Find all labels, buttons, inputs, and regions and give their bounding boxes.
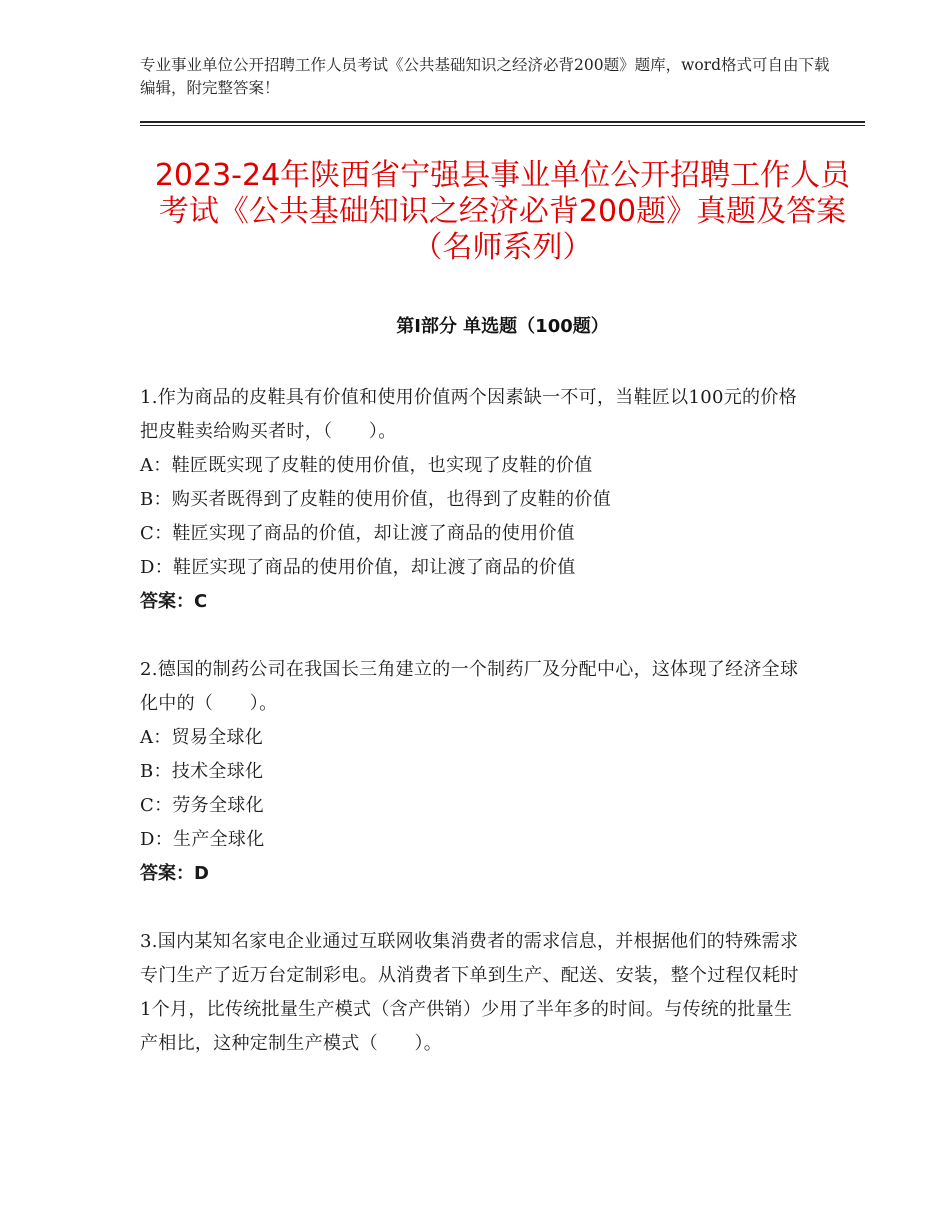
question-list — [140, 381, 800, 1095]
document-title: 2023-24年陕西省宁强县事业单位公开招聘工作人员考试《公共基础知识之经济必背200题》真题及答案（名师系列） — [154, 158, 851, 265]
option-a: A：贸易全球化 — [140, 727, 264, 748]
question-3 — [140, 925, 800, 1061]
question-2 — [140, 653, 800, 891]
section-heading: 第Ⅰ部分 单选题（100题） — [396, 316, 609, 337]
question-stem: 1.作为商品的皮鞋具有价值和使用价值两个因素缺一不可，当鞋匠以100元的价格把皮鞋卖给购买者时，（ ）。 — [140, 387, 797, 442]
option-b: B：购买者既得到了皮鞋的使用价值，也得到了皮鞋的价值 — [140, 489, 612, 510]
question-stem: 2.德国的制药公司在我国长三角建立的一个制药厂及分配中心，这体现了经济全球化中的（ ）。 — [140, 659, 799, 714]
header-rule-thin — [140, 125, 865, 126]
header-note: 专业事业单位公开招聘工作人员考试《公共基础知识之经济必背200题》题库，word格式可自由下载编辑，附完整答案！ — [140, 56, 830, 97]
answer-line: 答案：D — [140, 863, 209, 884]
option-c: C：鞋匠实现了商品的价值，却让渡了商品的使用价值 — [140, 523, 575, 544]
question-1 — [140, 381, 800, 619]
option-a: A：鞋匠既实现了皮鞋的使用价值，也实现了皮鞋的价值 — [140, 455, 593, 476]
header-rule-thick — [140, 121, 865, 123]
answer-line: 答案：C — [140, 591, 208, 612]
question-stem: 3.国内某知名家电企业通过互联网收集消费者的需求信息，并根据他们的特殊需求专门生产了近万台定制彩电。从消费者下单到生产、配送、安装，整个过程仅耗时1个月，比传统批量生产模式（含产供销）少用了半年多的时间。与传统的批量生产相比，这种定制生产模式（ ）。 — [140, 931, 799, 1054]
option-b: B：技术全球化 — [140, 761, 264, 782]
option-c: C：劳务全球化 — [140, 795, 264, 816]
option-d: D：生产全球化 — [140, 829, 265, 850]
option-d: D：鞋匠实现了商品的使用价值，却让渡了商品的价值 — [140, 557, 576, 578]
